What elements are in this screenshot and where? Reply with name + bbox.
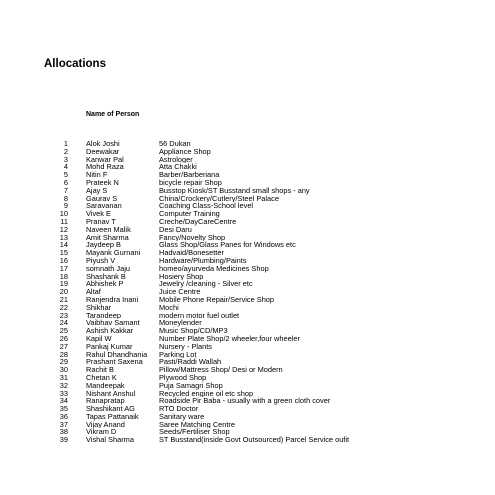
allocation-name: China/Crockery/Cutlery/Steel Palace [159, 194, 279, 203]
row-number: 2 [63, 147, 68, 156]
row-number: 37 [59, 420, 68, 429]
person-name: Vaibhav Samant [86, 319, 140, 328]
person-name: Pankaj Kumar [86, 342, 133, 351]
table-row [0, 226, 495, 234]
allocation-name: Mochi [159, 303, 179, 312]
table-row [0, 249, 495, 257]
row-number: 7 [63, 186, 68, 195]
row-number: 27 [59, 342, 68, 351]
allocation-name: Desi Daru [159, 225, 192, 234]
person-name: Pranav T [86, 217, 116, 226]
table-row [0, 195, 495, 203]
person-name: Amit Sharma [86, 233, 129, 242]
table-row [0, 397, 495, 405]
person-name: Shashikant AG [86, 405, 135, 413]
row-number: 22 [59, 303, 68, 312]
allocation-name: Music Shop/CD/MP3 [159, 327, 228, 335]
allocation-name: Pasti/Raddi Wallah [159, 358, 222, 367]
table-row [0, 171, 495, 179]
allocation-name: Hardware/Plumbing/Paints [159, 256, 247, 265]
allocation-name: Mobile Phone Repair/Service Shop [159, 295, 275, 304]
table-row [0, 366, 495, 374]
table-row [0, 241, 495, 249]
row-number: 13 [59, 233, 68, 242]
allocation-name: modern motor fuel outlet [159, 311, 240, 320]
allocation-name: Appliance Shop [159, 147, 211, 156]
person-name: Altaf [86, 288, 101, 296]
row-number: 28 [59, 350, 68, 359]
person-name: Kanwar Pal [86, 155, 124, 164]
person-name: Piyush V [86, 256, 116, 265]
page-title: Allocations [44, 58, 106, 70]
person-name: Deewakar [86, 147, 120, 156]
table-row [0, 327, 495, 335]
person-name: Ajay S [86, 186, 108, 195]
row-number: 3 [63, 155, 68, 164]
allocation-name: Barber/Barberiana [159, 171, 220, 179]
row-number: 30 [59, 366, 68, 374]
table-row [0, 428, 495, 436]
person-name: Chetan K [86, 373, 117, 382]
allocation-name: Puja Samagri Shop [159, 381, 223, 390]
allocation-name: Nursery - Plants [159, 342, 212, 351]
allocation-name: Moneylender [159, 319, 202, 328]
row-number: 34 [59, 397, 68, 406]
row-number: 6 [63, 178, 68, 187]
allocation-name: Number Plate Shop/2 wheeler,four wheeler [159, 334, 300, 343]
allocation-name: Juice Centre [159, 288, 201, 296]
row-number: 1 [63, 140, 68, 148]
row-number: 20 [59, 288, 68, 296]
table-row [0, 304, 495, 312]
person-name: Nishant Anshul [86, 389, 136, 398]
allocations-table [0, 140, 495, 444]
allocation-name: Parking Lot [159, 350, 197, 359]
allocation-name: bicycle repair Shop [159, 178, 222, 187]
row-number: 18 [59, 272, 68, 281]
allocation-name: Hadvaid/Bonesetter [159, 249, 224, 257]
row-number: 16 [59, 256, 68, 265]
table-row [0, 335, 495, 343]
allocation-name: Hosiery Shop [159, 272, 204, 281]
table-row [0, 358, 495, 366]
person-name: Ranjendra Inani [86, 295, 139, 304]
row-number: 10 [59, 210, 68, 218]
person-name: Mayank Gurnani [86, 249, 141, 257]
allocation-name: 56 Dukan [159, 140, 191, 148]
person-name: Shashank B [86, 272, 126, 281]
person-name: Vivek E [86, 210, 111, 218]
row-number: 38 [59, 428, 68, 437]
table-row [0, 179, 495, 187]
allocation-name: ST Busstand(inside Govt Outsourced) Parcel Service oufit [159, 436, 350, 445]
person-name: Tapas Pattanaik [86, 412, 139, 421]
table-row [0, 187, 495, 195]
person-name: Ashish Kakkar [86, 327, 134, 335]
table-row [0, 148, 495, 156]
row-number: 9 [63, 202, 68, 211]
table-row [0, 156, 495, 164]
person-name: Gaurav S [86, 194, 118, 203]
row-number: 23 [59, 311, 68, 320]
table-row [0, 234, 495, 242]
table-row [0, 312, 495, 320]
allocation-name: Recycled engine oil etc shop [159, 389, 254, 398]
person-name: Shikhar [86, 303, 112, 312]
row-number: 4 [63, 163, 68, 172]
row-number: 35 [59, 405, 68, 413]
row-number: 14 [59, 241, 68, 250]
table-row [0, 405, 495, 413]
table-row [0, 218, 495, 226]
person-name: Mandeepak [86, 381, 125, 390]
allocation-name: Roadside Pir Baba - usually with a green cloth cover [159, 397, 331, 406]
person-name: somnath Jaju [86, 264, 130, 273]
allocation-name: Creche/DayCareCentre [159, 217, 237, 226]
allocation-name: Coaching Class-School level [159, 202, 254, 211]
table-row [0, 288, 495, 296]
person-name: Vikram D [86, 428, 117, 437]
row-number: 12 [59, 225, 68, 234]
person-name: Rachit B [86, 366, 114, 374]
allocation-name: Busstop Kiosk/ST Busstand small shops - any [159, 186, 310, 195]
table-row [0, 163, 495, 171]
table-row [0, 351, 495, 359]
person-name: Jaydeep B [86, 241, 121, 250]
row-number: 29 [59, 358, 68, 367]
table-row [0, 421, 495, 429]
table-row [0, 210, 495, 218]
allocation-name: homeo/ayurveda Medicines Shop [159, 264, 269, 273]
person-name: Kapil W [86, 334, 112, 343]
row-number: 15 [59, 249, 68, 257]
allocation-name: Saree Matching Centre [159, 420, 235, 429]
person-name: Alok Joshi [86, 140, 120, 148]
table-row [0, 140, 495, 148]
table-row [0, 257, 495, 265]
table-row [0, 343, 495, 351]
allocation-name: Computer Training [159, 210, 220, 218]
table-row [0, 436, 495, 444]
person-name: Mohd Raza [86, 163, 124, 172]
person-name: Tarandeep [86, 311, 121, 320]
row-number: 33 [59, 389, 68, 398]
allocations-table-body [0, 140, 495, 444]
row-number: 31 [59, 373, 68, 382]
row-number: 17 [59, 264, 68, 273]
allocation-name: Glass Shop/Glass Panes for Windows etc [159, 241, 296, 250]
row-number: 39 [59, 436, 68, 445]
person-name: Prashant Saxena [86, 358, 143, 367]
row-number: 19 [59, 280, 68, 289]
person-name: Rahul Dhandhania [86, 350, 148, 359]
person-name: Vijay Anand [86, 420, 125, 429]
table-row [0, 413, 495, 421]
table-row [0, 374, 495, 382]
allocation-name: Fancy/Novelty Shop [159, 233, 226, 242]
table-row [0, 382, 495, 390]
table-row [0, 265, 495, 273]
person-name: Prateek N [86, 178, 119, 187]
allocation-name: RTO Doctor [159, 405, 199, 413]
allocation-name: Seeds/Fertiliser Shop [159, 428, 230, 437]
table-row [0, 390, 495, 398]
person-name: Naveen Malik [86, 225, 131, 234]
person-name: Vishal Sharma [86, 436, 134, 445]
row-number: 8 [63, 194, 68, 203]
table-row [0, 273, 495, 281]
table-row [0, 319, 495, 327]
allocation-name: Pillow/Mattress Shop/ Desi or Modern [159, 366, 283, 374]
row-number: 32 [59, 381, 68, 390]
person-name: Nitin F [86, 171, 108, 179]
allocation-name: Plywood Shop [159, 373, 207, 382]
row-number: 36 [59, 412, 68, 421]
allocation-name: Jewelry /cleaning - Silver etc [159, 280, 253, 289]
allocation-name: Sanitary ware [159, 412, 205, 421]
person-name: Saravanan [86, 202, 122, 211]
row-number: 26 [59, 334, 68, 343]
row-number: 5 [63, 171, 68, 179]
row-number: 11 [60, 217, 68, 226]
table-row [0, 202, 495, 210]
row-number: 24 [59, 319, 68, 328]
person-name: Ranapratap [86, 397, 125, 406]
allocation-name: Astrologer [159, 155, 193, 164]
table-row [0, 296, 495, 304]
person-name: Abhishek P [86, 280, 124, 289]
allocation-name: Atta Chakki [159, 163, 197, 172]
table-row [0, 280, 495, 288]
row-number: 25 [59, 327, 68, 335]
name-of-person-header: Name of Person [86, 111, 140, 118]
row-number: 21 [59, 295, 68, 304]
